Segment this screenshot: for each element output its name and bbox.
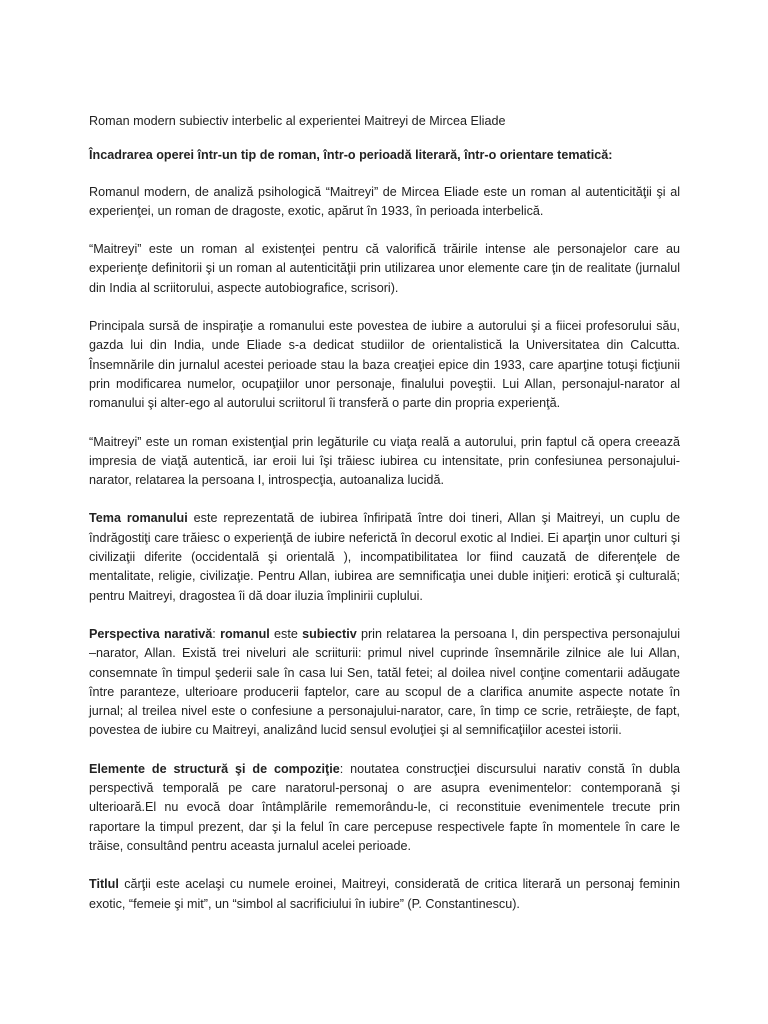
theme-label: Tema romanului — [89, 511, 188, 526]
structure-label: Elemente de structură şi de compoziţie — [89, 761, 340, 776]
theme-text: este reprezentată de iubirea înfiripată între doi tineri, Allan şi Maitreyi, un cuplu de îndrăgostiţi care trăiesc o experienţă de iubire neferictă în decorul exotic al Indiei. Ei aparţin unor culturi şi civilizaţii diferite (occidentală şi orientală ), incompatibilitatea lor fiind cauzată de diferenţele de mentalitate, religie, civilizaţie. Pentru Allan, iubirea are semnificaţia unei duble iniţieri: erotică şi culturală; pentru Maitreyi, dragostea îi dă doar iluzia împlinirii cuplului. — [89, 511, 680, 603]
paragraph-intro: Romanul modern, de analiză psihologică “Maitreyi” de Mircea Eliade este un roman al autenticităţii şi al experienţei, un roman de dragoste, exotic, apărut în 1933, în perioada interbelică. — [89, 184, 680, 218]
perspective-romanul: romanul — [220, 626, 270, 641]
paragraph-perspective — [89, 625, 680, 741]
perspective-text: prin relatarea la persoana I, din perspectiva personajului –narator, Allan. Există trei niveluri ale scriiturii: primul nivel cuprinde însemnările zilnice ale lui Allan, consemnate în timpul şederii sale în casa lui Sen, tatăl fetei; al doilea nivel conţine comentarii adăugate între paranteze, ulterioare producerii faptelor, care au scopul de a clarifica anumite aspecte notate în jurnal; al treilea nivel este o confesiune a personajului-narator, care, în timp ce scrie, retrăieşte, de fapt, povestea de iubire cu Maitreyi, analizând lucid sensul evoluţiei şi al semnificaţiilor acestei istorii. — [89, 626, 681, 738]
paragraph-inspiration: Principala sursă de inspiraţie a romanului este povestea de iubire a autorului şi a fiicei profesorului său, gazda lui din India, unde Eliade s-a dedicat studiilor de orientalistică la Universitatea din Calcutta. Însemnările din jurnalul acestei perioade stau la baza creaţiei epice din 1933, care aparţine totuşi ficţiunii prin modificarea numelor, ocupaţiilor unor personaje, finalului poveştii. Lui Allan, personajul-narator al romanului şi alter-ego al autorului scriitorul îi transferă o parte din propria experienţă. — [89, 319, 680, 411]
paragraph-title — [89, 875, 680, 914]
perspective-sep-1: : — [212, 626, 221, 641]
title-text: cărţii este acelaşi cu numele eroinei, Maitreyi, considerată de critica literară un personaj feminin exotic, “femeie şi mit”, un “simbol al sacrificiului în iubire” (P. Constantinescu). — [89, 877, 680, 911]
section-heading: Încadrarea operei într-un tip de roman, într-o perioadă literară, într-o orientare tematică: — [89, 148, 613, 163]
paragraph-theme — [89, 509, 680, 605]
perspective-subiectiv: subiectiv — [302, 626, 357, 641]
perspective-label: Perspectiva narativă — [89, 626, 213, 641]
paragraph-structure — [89, 760, 680, 856]
title-label: Titlul — [89, 877, 119, 892]
structure-text: : noutatea construcţiei discursului narativ constă în dubla perspectivă temporală pe care naratorul-personaj o are asupra evenimentelor: contemporană şi ulterioară.El nu evocă doar întâmplările rememorându-le, ci reconstituie evenimentele trecute prin raportare la timpul prezent, dar şi la felul în care percepuse respectivele fapte în momentele în care le trăise, consultând pentru aceasta jurnalul acelei perioade. — [89, 761, 680, 853]
perspective-sep-2: este — [269, 626, 303, 641]
document-title: Roman modern subiectiv interbelic al experientei Maitreyi de Mircea Eliade — [89, 114, 506, 128]
paragraph-existence: “Maitreyi” este un roman al existenţei pentru că valorifică trăirile intense ale personajelor care au experienţe definitorii şi un roman al autenticităţii prin utilizarea unor elemente care ţin de realitate (jurnalul din India al scriitorului, aspecte autobiografice, scrisori). — [89, 242, 680, 295]
paragraph-existential: “Maitreyi” este un roman existenţial prin legăturile cu viaţa reală a autorului, prin faptul că opera creează impresia de viaţă autentică, iar eroii lui îşi trăiesc iubirea cu intensitate, prin confesiunea personajului-narator, relatarea la persoana I, introspecţia, autoanaliza lucidă. — [89, 434, 680, 488]
